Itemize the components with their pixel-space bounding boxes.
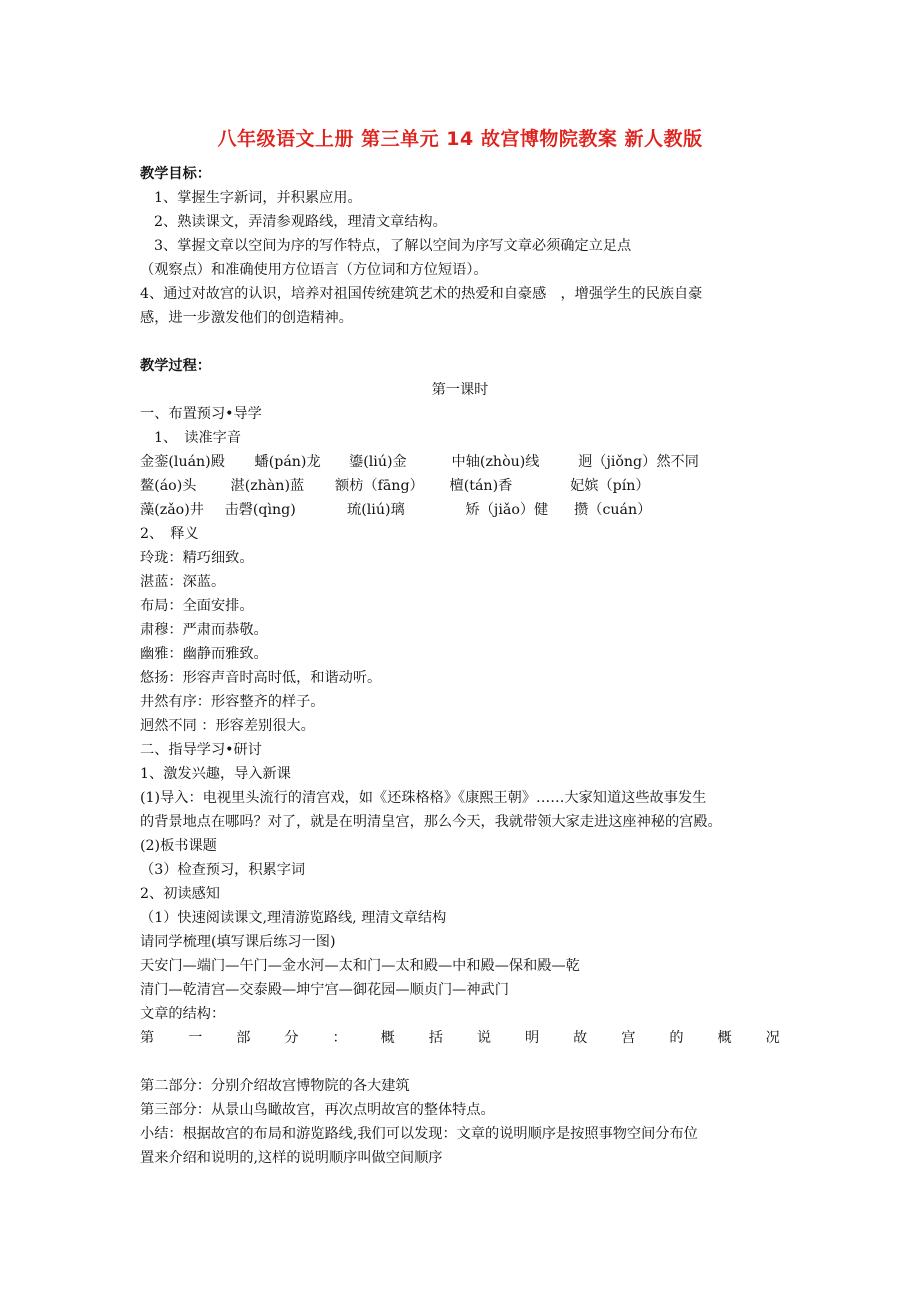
section-heading: 一、布置预习•导学: [140, 406, 262, 422]
definition-item: 布局：全面安排。: [140, 598, 254, 614]
structure-part: 第三部分：从景山鸟瞰故宫，再次点明故宫的整体特点。: [140, 1102, 495, 1118]
part1-char: 分: [284, 1030, 299, 1046]
structure-part: 第二部分：分别介绍故宫博物院的各大建筑: [140, 1078, 410, 1094]
part1-char: 宫: [621, 1030, 636, 1046]
objective-item: 1、掌握生字新词，并积累应用。: [154, 190, 362, 206]
pinyin-word: 攒（cuán）: [574, 502, 652, 518]
part1-char: ：: [332, 1030, 347, 1046]
document-title: 八年级语文上册 第三单元 14 故宫博物院教案 新人教版: [217, 128, 703, 150]
part1-char: 概: [717, 1030, 732, 1046]
part1-line: [140, 1026, 780, 1050]
route-line: 天安门—端门—午门—金水河—太和门—太和殿—中和殿—保和殿—乾: [140, 958, 580, 974]
definition-item: 幽雅：幽静而雅致。: [140, 646, 268, 662]
paragraph-line: (2)板书课题: [140, 838, 217, 854]
lesson-label: 第一课时: [431, 382, 489, 398]
document-body: [140, 162, 780, 1170]
objective-item-continued: （观察点）和准确使用方位语言（方位词和方位短语）。: [140, 262, 488, 278]
pinyin-word: 檀(tán)香: [449, 478, 513, 494]
definition-item: 玲珑：精巧细致。: [140, 550, 254, 566]
section-heading: 二、指导学习•研讨: [140, 742, 262, 758]
pinyin-row: [140, 450, 780, 474]
objective-item-continued: 感，进一步激发他们的创造精神。: [140, 310, 353, 326]
pinyin-word: 鎏(liú)金: [349, 454, 407, 470]
part1-char: 一: [188, 1030, 203, 1046]
pinyin-word: 琉(liú)璃: [347, 502, 405, 518]
part1-char: 况: [765, 1030, 780, 1046]
pinyin-word: 额枋（fāng）: [335, 478, 424, 494]
paragraph-line: (1)导入：电视里头流行的清宫戏，如《还珠格格》《康熙王朝》……大家知道这些故事发生: [140, 790, 707, 806]
part1-char: 括: [428, 1030, 443, 1046]
definition-item: 悠扬：形容声音时高时低，和谐动听。: [140, 670, 382, 686]
objective-item: 4、通过对故宫的认识，培养对祖国传统建筑艺术的热爱和自豪感 ，增强学生的民族自豪: [140, 286, 703, 302]
objective-item: 3、掌握文章以空间为序的写作特点，了解以空间为序写文章必须确定立足点: [154, 238, 632, 254]
objective-item: 2、熟读课文，弄清参观路线，理清文章结构。: [154, 214, 447, 230]
part1-char: 说: [476, 1030, 492, 1046]
part1-char: 第: [140, 1030, 155, 1046]
definition-item: 井然有序：形容整齐的样子。: [140, 694, 325, 710]
pinyin-word: 蟠(pán)龙: [254, 454, 321, 470]
part1-char: 故: [573, 1030, 588, 1046]
pinyin-word: 妃嫔（pín）: [570, 478, 650, 494]
pinyin-row: [140, 474, 780, 498]
pinyin-word: 鳌(áo)头: [140, 478, 197, 494]
pinyin-word: 迥（jiǒng）然不同: [578, 454, 699, 470]
paragraph-line: （1）快速阅读课文,理清游览路线, 理清文章结构: [140, 910, 447, 926]
subsection-heading: 2、 释义: [140, 526, 199, 542]
definition-item: 肃穆：严肃而恭敬。: [140, 622, 268, 638]
paragraph-line: （3）检查预习，积累字词: [140, 862, 306, 878]
part1-char: 的: [669, 1030, 684, 1046]
part1-char: 明: [525, 1030, 540, 1046]
step-heading: 1、激发兴趣，导入新课: [140, 766, 291, 782]
objectives-heading: 教学目标：: [140, 166, 211, 182]
summary-line: 小结：根据故宫的布局和游览路线,我们可以发现：文章的说明顺序是按照事物空间分布位: [140, 1126, 698, 1142]
pinyin-word: 击磬(qìng): [224, 502, 296, 518]
route-line: 清门—乾清宫—交泰殿—坤宁宫—御花园—顺贞门—神武门: [140, 982, 509, 998]
step-heading: 2、初读感知: [140, 886, 220, 902]
definition-item: 湛蓝：深蓝。: [140, 574, 226, 590]
pinyin-word: 金銮(luán)殿: [140, 454, 225, 470]
part1-char: 概: [380, 1030, 395, 1046]
summary-line: 置来介绍和说明的,这样的说明顺序叫做空间顺序: [140, 1150, 443, 1166]
pinyin-word: 矫（jiǎo）健: [465, 502, 549, 518]
subsection-heading: 1、 读准字音: [154, 430, 242, 446]
paragraph-line: 的背景地点在哪吗？对了，就是在明清皇宫，那么今天，我就带领大家走进这座神秘的宫殿。: [140, 814, 722, 830]
process-heading: 教学过程：: [140, 358, 211, 374]
pinyin-word: 藻(zǎo)井: [140, 502, 204, 518]
pinyin-row: [140, 498, 780, 522]
part1-char: 部: [236, 1030, 251, 1046]
pinyin-word: 湛(zhàn)蓝: [230, 478, 305, 494]
definition-item: 迥然不同 ：形容差别很大。: [140, 718, 315, 734]
pinyin-word: 中轴(zhòu)线: [451, 454, 540, 470]
paragraph-line: 请同学梳理(填写课后练习一图): [140, 934, 336, 950]
structure-label: 文章的结构：: [140, 1006, 226, 1022]
